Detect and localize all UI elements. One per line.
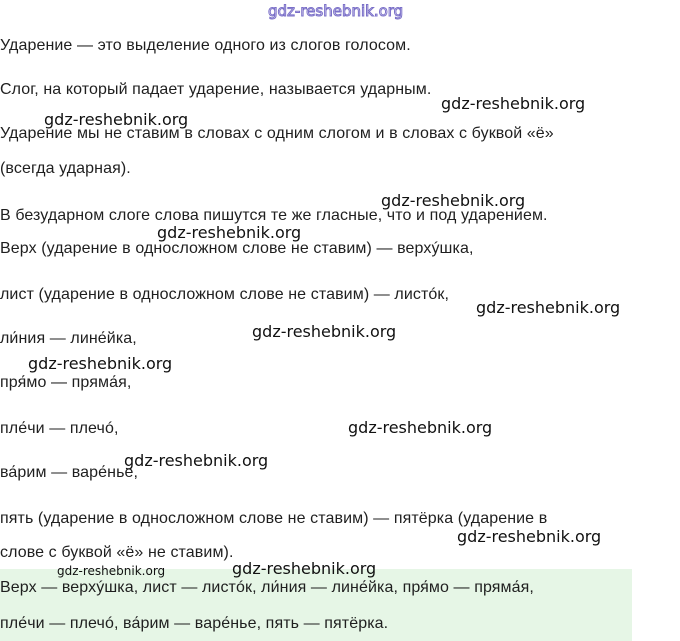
watermark-top: gdz-reshebnik.org (268, 2, 404, 20)
text-line-5: В безударном слоге слова пишутся те же гласные, что и под ударением. (0, 207, 548, 224)
watermark: gdz-reshebnik.org (457, 527, 602, 546)
watermark: gdz-reshebnik.org (232, 559, 377, 578)
watermark: gdz-reshebnik.org (476, 298, 621, 317)
example-line-4: пря́мо — пряма́я, (0, 374, 132, 391)
watermark-small: gdz-reshebnik.org (57, 564, 166, 578)
answer-line-2: пле́чи — плечó, ва́рим — варе́нье, пять — пятёрка. (0, 615, 389, 632)
watermark: gdz-reshebnik.org (124, 451, 269, 470)
watermark: gdz-reshebnik.org (44, 110, 189, 129)
answer-line-1: Верх — верхýшка, лист — листóк, ли́ния — лине́йка, пря́мо — пряма́я, (0, 579, 534, 596)
example-line-8: слове с буквой «ё» не ставим). (0, 544, 234, 561)
example-line-3: ли́ния — лине́йка, (0, 330, 137, 347)
text-line-2: Слог, на который падает ударение, называется ударным. (0, 81, 432, 98)
watermark: gdz-reshebnik.org (381, 191, 526, 210)
example-line-7: пять (ударение в односложном слове не ставим) — пятёрка (ударение в (0, 510, 548, 527)
example-line-2: лист (ударение в односложном слове не ставим) — листóк, (0, 286, 450, 303)
text-line-4: (всегда ударная). (0, 160, 131, 177)
watermark: gdz-reshebnik.org (348, 418, 493, 437)
watermark: gdz-reshebnik.org (252, 322, 397, 341)
watermark: gdz-reshebnik.org (28, 354, 173, 373)
watermark: gdz-reshebnik.org (441, 94, 586, 113)
watermark: gdz-reshebnik.org (157, 223, 302, 242)
example-line-6: ва́рим — варе́нье, (0, 464, 139, 481)
text-line-3: Ударение мы не ставим в словах с одним слогом и в словах с буквой «ё» (0, 125, 554, 142)
text-line-1: Ударение — это выделение одного из слогов голосом. (0, 37, 411, 54)
example-line-1: Верх (ударение в односложном слове не ставим) — верхýшка, (0, 240, 474, 257)
example-line-5: пле́чи — плечó, (0, 420, 119, 437)
